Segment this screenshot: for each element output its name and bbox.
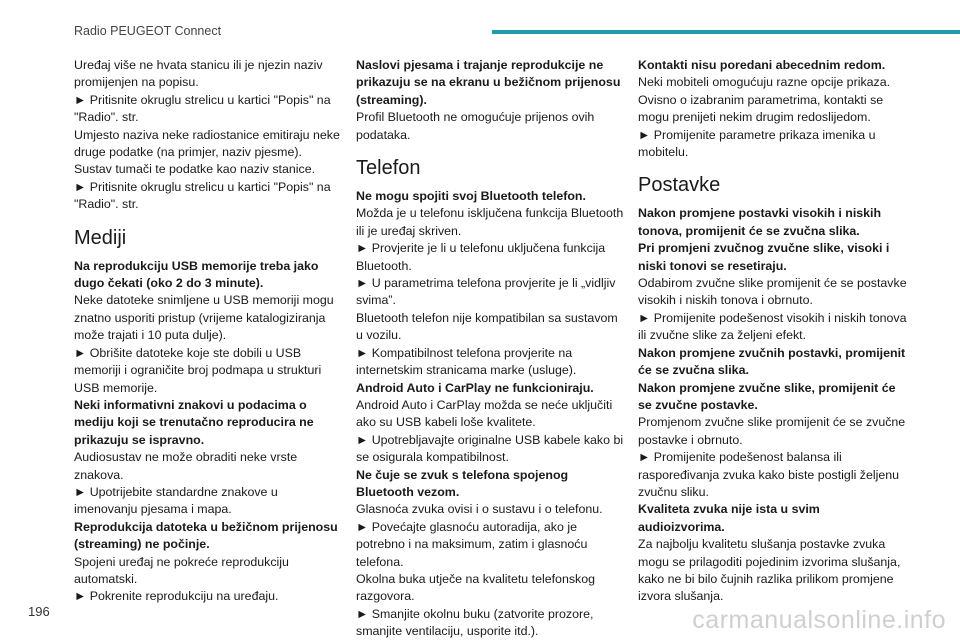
paragraph: ► Kompatibilnost telefona provjerite na internetskim stranicama marke (usluge). bbox=[356, 345, 577, 378]
paragraph: Okolna buka utječe na kvalitetu telefonskog razgovora. bbox=[356, 571, 596, 604]
running-header-title: Radio PEUGEOT Connect bbox=[74, 24, 222, 38]
paragraph: ► Provjerite je li u telefonu uključena funkcija Bluetooth. bbox=[356, 241, 606, 273]
paragraph: Promjenom zvučne slike promijenit će se zvučne postavke i obrnuto. bbox=[638, 415, 906, 447]
header-accent-bar bbox=[492, 30, 960, 34]
paragraph: ► Povećajte glasnoću autoradija, ako je potrebno i na maksimum, zatim i glasnoću telefona. bbox=[356, 519, 588, 569]
paragraph: Za najbolju kvalitetu slušanja postavke zvuka mogu se prilagoditi pojedinim izvorima slušanja, kako ne bi bilo čujnih razlika prilikom promjene izvora slušanja. bbox=[638, 537, 901, 604]
paragraph: Spojeni uređaj ne pokreće reprodukciju automatski. bbox=[74, 554, 289, 586]
paragraph: Neke datoteke snimljene u USB memoriji mogu znatno usporiti pristup (vrijeme katalogiziranja može trajati i 10 puta dulje). bbox=[74, 293, 334, 343]
paragraph: ► Upotrebljavajte originalne USB kabele kako bi se osigurala kompatibilnost. bbox=[356, 432, 624, 465]
problem-statement: Nakon promjene zvučne slike, promijenit će se zvučne postavke. bbox=[638, 380, 896, 412]
paragraph: Umjesto naziva neke radiostanice emitiraju neke druge podatke (na primjer, naziv pjesme). bbox=[74, 127, 340, 160]
paragraph: ► Pritisnite okruglu strelicu u kartici "Popis" na "Radio". str. bbox=[74, 92, 331, 125]
paragraph: Uređaj više ne hvata stanicu ili je njezin naziv promijenjen na popisu. bbox=[74, 58, 323, 90]
paragraph: ► Promijenite podešenost visokih i niskih tonova ili zvučne slike za željeni efekt. bbox=[638, 310, 907, 343]
problem-statement: Ne mogu spojiti svoj Bluetooth telefon. bbox=[356, 189, 586, 204]
paragraph: ► U parametrima telefona provjerite je li „vidljiv svima”. bbox=[356, 276, 616, 308]
section-heading: Telefon bbox=[356, 157, 421, 180]
text-column-2 bbox=[356, 57, 626, 641]
paragraph: Neki mobiteli omogućuju razne opcije prikaza. Ovisno o izabranim parametrima, kontakti se mogu prenijeti nekim drugim redoslijedom. bbox=[638, 75, 891, 125]
problem-statement: Na reprodukciju USB memorije treba jako dugo čekati (oko 2 do 3 minute). bbox=[74, 258, 319, 291]
section-heading: Postavke bbox=[638, 174, 721, 197]
problem-statement: Ne čuje se zvuk s telefona spojenog Bluetooth vezom. bbox=[356, 467, 569, 499]
text-column-1 bbox=[74, 57, 344, 606]
problem-statement: Nakon promjene zvučnih postavki, promijenit će se zvučna slika. bbox=[638, 345, 906, 378]
paragraph: Glasnoća zvuka ovisi i o sustavu i o telefonu. bbox=[356, 502, 603, 517]
paragraph: ► Pritisnite okruglu strelicu u kartici "Popis" na "Radio". str. bbox=[74, 179, 331, 212]
paragraph: Odabirom zvučne slike promijenit će se postavke visokih i niskih tonova i obrnuto. bbox=[638, 276, 907, 308]
paragraph: Sustav tumači te podatke kao naziv stanice. bbox=[74, 162, 316, 177]
paragraph: ► Smanjite okolnu buku (zatvorite prozore, smanjite ventilaciju, usporite itd.). bbox=[356, 606, 594, 639]
problem-statement: Reprodukcija datoteka u bežičnom prijenosu (streaming) ne počinje. bbox=[74, 519, 338, 552]
page-number: 196 bbox=[28, 604, 50, 619]
watermark-text: carmanualsonline.info bbox=[692, 606, 946, 634]
paragraph: ► Obrišite datoteke koje ste dobili u USB memoriji i ograničite broj podmapa u strukturi USB memorije. bbox=[74, 345, 322, 395]
section-heading: Mediji bbox=[74, 226, 127, 249]
paragraph: ► Pokrenite reprodukciju na uređaju. bbox=[74, 589, 279, 604]
problem-statement: Nakon promjene postavki visokih i niskih tonova, promijenit će se zvučna slika. bbox=[638, 206, 882, 238]
problem-statement: Kvaliteta zvuka nije ista u svim audioizvorima. bbox=[638, 502, 820, 534]
paragraph: Audiosustav ne može obraditi neke vrste znakova. bbox=[74, 450, 298, 482]
text-column-3 bbox=[638, 57, 908, 606]
problem-statement: Pri promjeni zvučnog zvučne slike, visoki i niski tonovi se resetiraju. bbox=[638, 241, 890, 273]
problem-statement: Naslovi pjesama i trajanje reprodukcije ne prikazuju se na ekranu u bežičnom prijenosu (streaming). bbox=[356, 58, 621, 107]
paragraph: ► Upotrijebite standardne znakove u imenovanju pjesama i mapa. bbox=[74, 484, 278, 517]
problem-statement: Neki informativni znakovi u podacima o mediju koji se trenutačno reproducira ne prikazuju se ispravno. bbox=[74, 397, 314, 447]
paragraph: ► Promijenite parametre prikaza imenika u mobitelu. bbox=[638, 127, 876, 160]
paragraph: Profil Bluetooth ne omogućuje prijenos ovih podataka. bbox=[356, 110, 595, 142]
paragraph: Bluetooth telefon nije kompatibilan sa sustavom u vozilu. bbox=[356, 310, 618, 343]
paragraph: Android Auto i CarPlay možda se neće uključiti ako su USB kabeli loše kvalitete. bbox=[356, 397, 613, 430]
paragraph: ► Promijenite podešenost balansa ili raspoređivanja zvuka kako biste postigli željenu zvučnu sliku. bbox=[638, 450, 900, 499]
problem-statement: Android Auto i CarPlay ne funkcioniraju. bbox=[356, 380, 594, 395]
problem-statement: Kontakti nisu poredani abecednim redom. bbox=[638, 58, 886, 72]
paragraph: Možda je u telefonu isključena funkcija Bluetooth ili je uređaj skriven. bbox=[356, 206, 624, 238]
